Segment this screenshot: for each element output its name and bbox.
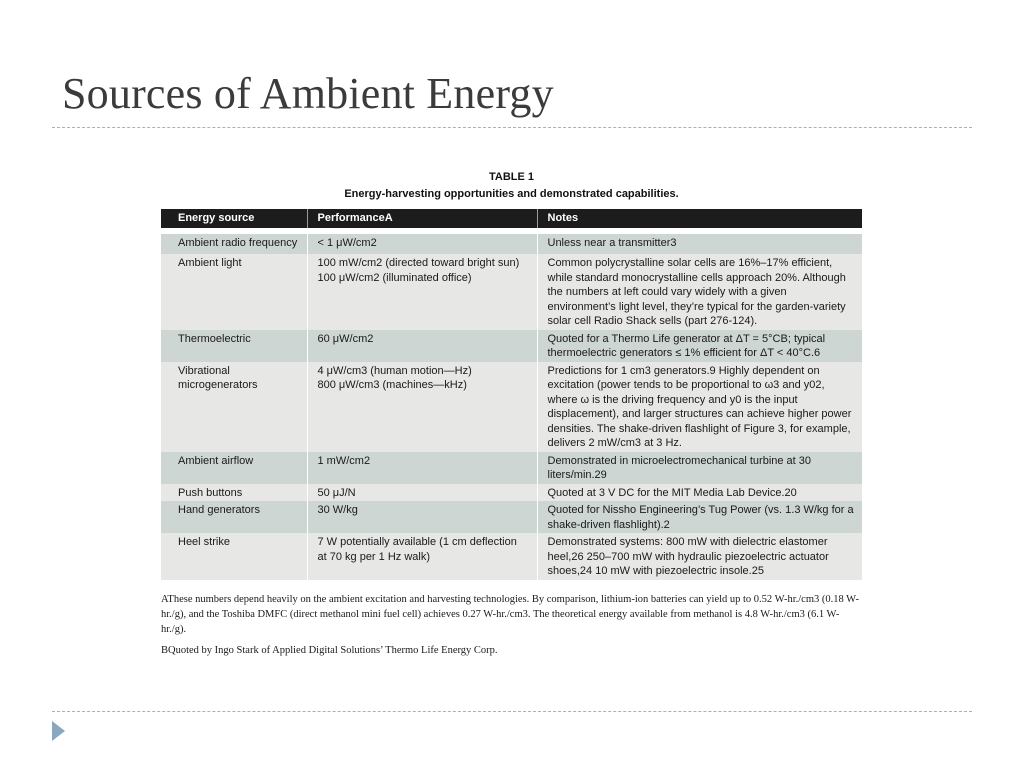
table-row bbox=[161, 254, 862, 330]
cell-notes: Demonstrated in microelectromechanical turbine at 30 liters/min.29 bbox=[537, 452, 862, 484]
table-row bbox=[161, 330, 862, 362]
cell-notes: Quoted for a Thermo Life generator at ΔT = 5°CB; typical thermoelectric generators ≤ 1% efficient for ΔT < 40°C.6 bbox=[537, 330, 862, 362]
header-energy-source: Energy source bbox=[161, 209, 307, 228]
performance-line: 7 W potentially available (1 cm deflection bbox=[317, 536, 517, 548]
cell-source: Ambient radio frequency bbox=[161, 234, 307, 254]
table-figure bbox=[161, 170, 862, 580]
performance-line: at 70 kg per 1 Hz walk) bbox=[317, 550, 430, 563]
table-caption: Energy-harvesting opportunities and demonstrated capabilities. bbox=[344, 188, 679, 200]
play-arrow-icon[interactable] bbox=[52, 721, 65, 741]
slide-title: Sources of Ambient Energy bbox=[62, 69, 554, 118]
cell-performance: 1 mW/cm2 bbox=[307, 452, 537, 484]
cell-source: Vibrational microgenerators bbox=[161, 362, 307, 452]
performance-line: 800 μW/cm3 (machines—kHz) bbox=[317, 379, 467, 391]
cell-source: Thermoelectric bbox=[161, 330, 307, 362]
footer-divider bbox=[52, 711, 972, 712]
cell-performance: < 1 μW/cm2 bbox=[307, 234, 537, 254]
table-row bbox=[161, 533, 862, 580]
performance-line: 100 mW/cm2 (directed toward bright sun) bbox=[317, 257, 520, 269]
title-divider bbox=[52, 127, 972, 128]
cell-performance bbox=[307, 533, 537, 580]
cell-notes: Quoted at 3 V DC for the MIT Media Lab Device.20 bbox=[537, 484, 862, 502]
cell-performance: 60 μW/cm2 bbox=[307, 330, 537, 362]
footnote-a: AThese numbers depend heavily on the ambient excitation and harvesting technologies. By comparison, lithium-ion batteries can yield up to 0.52 W-hr./cm3 (0.18 W-hr./g), and the Toshiba DMFC (direct methanol mini fuel cell) achieves 0.27 W-hr./cm3. The theoretical energy available from methanol is 4.8 W-hr./cm3 (6.1 W-hr./g). bbox=[161, 594, 859, 635]
cell-source: Ambient light bbox=[161, 254, 307, 330]
performance-line: 4 μW/cm3 (human motion—Hz) bbox=[317, 364, 472, 377]
table-row bbox=[161, 234, 862, 254]
header-performance: PerformanceA bbox=[307, 209, 537, 228]
table-label: TABLE 1 bbox=[488, 171, 535, 183]
table-header-row bbox=[161, 209, 862, 228]
cell-source: Heel strike bbox=[161, 533, 307, 580]
cell-source: Push buttons bbox=[161, 484, 307, 502]
cell-performance bbox=[307, 254, 537, 330]
cell-notes: Unless near a transmitter3 bbox=[537, 234, 862, 254]
table-row bbox=[161, 484, 862, 502]
footnote-b: BQuoted by Ingo Stark of Applied Digital Solutions’ Thermo Life Energy Corp. bbox=[161, 645, 498, 656]
cell-notes: Common polycrystalline solar cells are 16%–17% efficient, while standard monocrystalline cells approach 20%. Although the numbers at left could vary widely with a given environment’s light level, they’re typical for the garden-variety solar cell Radio Shack sells (part 276-124). bbox=[537, 254, 862, 330]
cell-source: Ambient airflow bbox=[161, 452, 307, 484]
cell-notes: Predictions for 1 cm3 generators.9 Highly dependent on excitation (power tends to be proportional to ω3 and y02, where ω is the driving frequency and y0 is the input displacement), and larger structures can achieve higher power densities. The shake-driven flashlight of Figure 3, for example, delivers 2 mW/cm3 at 3 Hz. bbox=[537, 362, 862, 452]
table-row bbox=[161, 501, 862, 533]
cell-source: Hand generators bbox=[161, 501, 307, 533]
cell-notes: Demonstrated systems: 800 mW with dielectric elastomer heel,26 250–700 mW with hydraulic piezoelectric actuator shoes,24 10 mW with piezoelectric insole.25 bbox=[537, 533, 862, 580]
energy-table bbox=[161, 209, 862, 580]
table-footnotes bbox=[161, 592, 862, 658]
performance-line: 100 μW/cm2 (illuminated office) bbox=[317, 271, 472, 284]
header-notes: Notes bbox=[537, 209, 862, 228]
cell-notes: Quoted for Nissho Engineering’s Tug Power (vs. 1.3 W/kg for a shake-driven flashlight).2 bbox=[537, 501, 862, 533]
table-row bbox=[161, 362, 862, 452]
cell-performance: 30 W/kg bbox=[307, 501, 537, 533]
cell-performance bbox=[307, 362, 537, 452]
cell-performance: 50 μJ/N bbox=[307, 484, 537, 502]
table-row bbox=[161, 452, 862, 484]
